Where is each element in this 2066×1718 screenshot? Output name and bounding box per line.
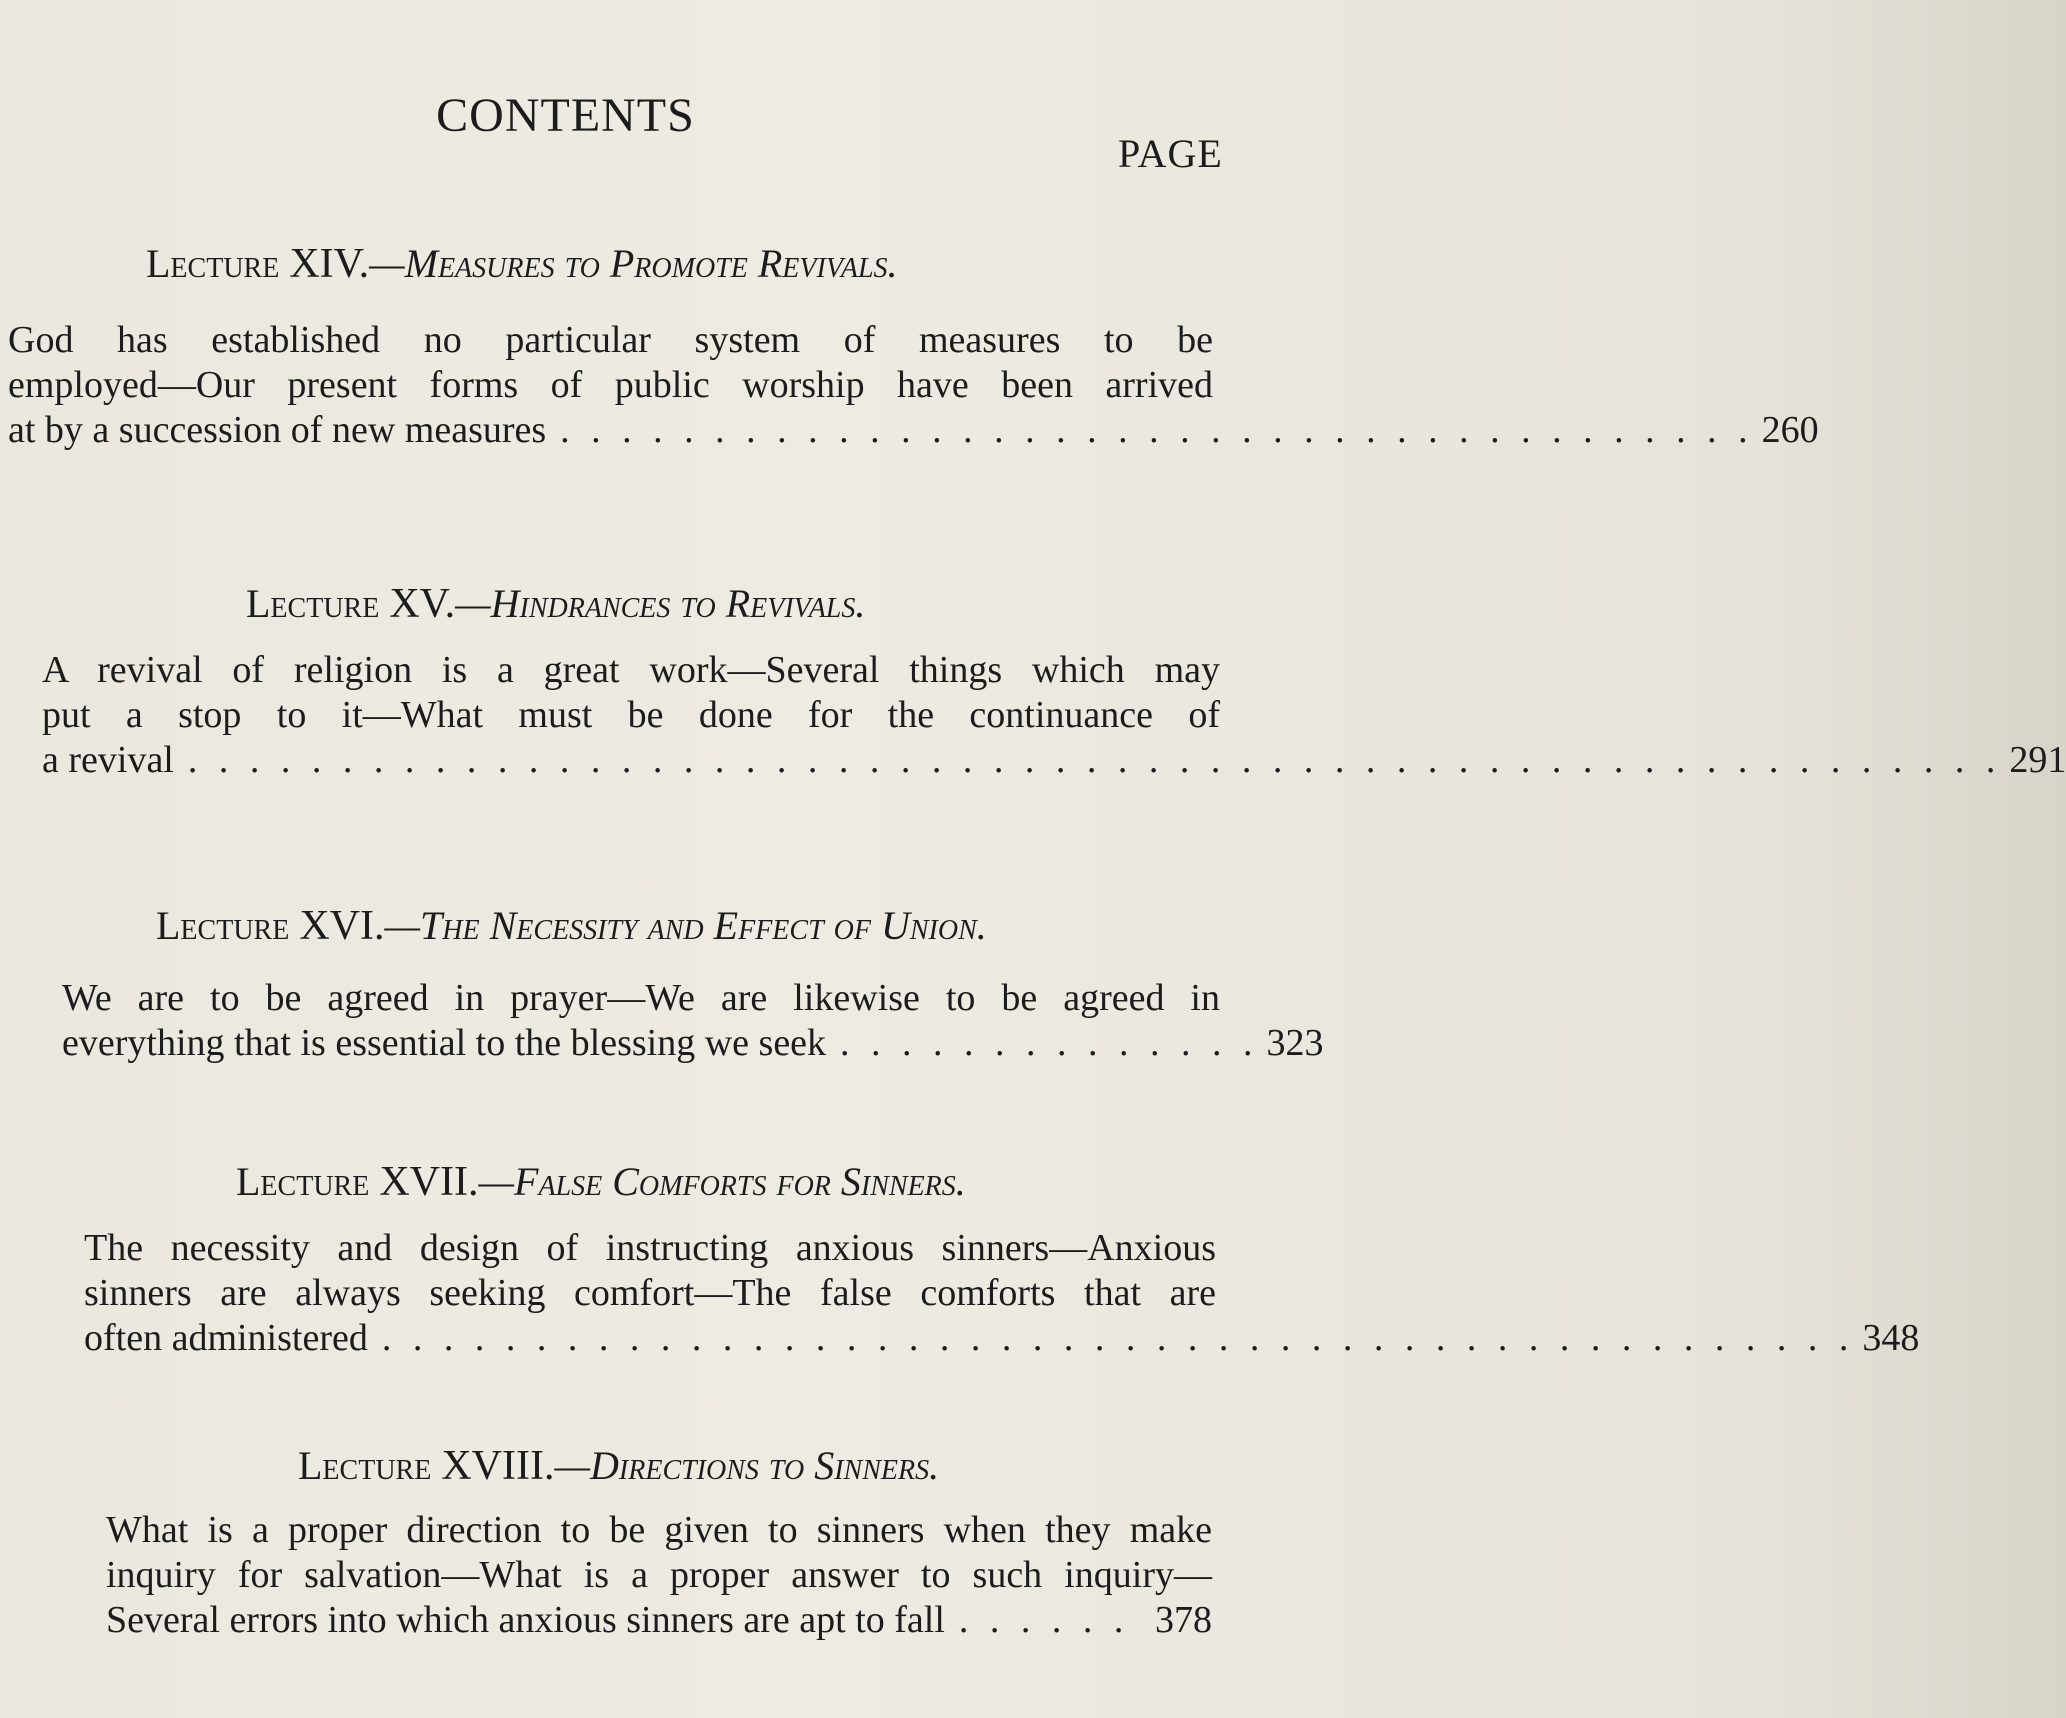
summary-line: inquiry for salvation—What is a proper answer to such inquiry— [106,1554,1212,1596]
page-number: 348 [1862,1317,1920,1359]
page-number: 378 [1155,1599,1212,1641]
page-number: 323 [1266,1022,1324,1064]
summary-last-line [62,1021,1324,1066]
lecture-label: Lecture [156,903,290,948]
lecture-label: Lecture [246,581,380,626]
lecture-summary [8,318,1819,453]
leader-dots: . . . . . . . . . . . . . . [840,1022,1259,1064]
lecture-title: —False Comforts for Sinners. [478,1159,966,1204]
summary-line: A revival of religion is a great work—Several things which may [42,649,1220,691]
leader-dots: . . . . . . . . . . . . . . . . . . . . . . . . . . . . . . . . . . . . . . . [560,409,1754,451]
summary-line: a revival [42,739,174,781]
summary-last-line [106,1598,1212,1643]
page-column-label: PAGE [1118,131,1223,176]
summary-last-line [8,408,1819,453]
lecture-title: —Measures to Promote Revivals. [369,241,898,286]
lecture-summary [42,648,2066,783]
summary-last-line [42,738,2066,783]
leader-dots: . . . . . . [958,1599,1130,1641]
lecture-heading [236,1158,966,1206]
lecture-numeral: XVI. [299,903,385,949]
lecture-numeral: XVIII. [441,1443,555,1489]
summary-line: sinners are always seeking comfort—The false comforts that are [84,1272,1216,1314]
summary-line: employed—Our present forms of public worship have been arrived [8,364,1213,406]
lecture-heading [298,1442,939,1490]
page-title: CONTENTS [436,89,695,142]
lecture-label: Lecture [146,241,280,286]
lecture-heading [156,902,987,950]
summary-line: at by a succession of new measures [8,409,547,451]
summary-line: Several errors into which anxious sinners are apt to fall [106,1599,945,1641]
lecture-title: —Hindrances to Revivals. [455,581,866,626]
summary-last-line [84,1316,1920,1361]
summary-line: We are to be agreed in prayer—We are likewise to be agreed in [62,977,1220,1019]
summary-line: put a stop to it—What must be done for the continuance of [42,694,1220,736]
lecture-heading [146,240,898,288]
lecture-summary [84,1226,1920,1361]
lecture-title: —The Necessity and Effect of Union. [384,903,987,948]
lecture-summary [106,1508,1212,1643]
summary-line: God has established no particular system of measures to be [8,319,1213,361]
summary-line: What is a proper direction to be given to sinners when they make [106,1509,1212,1551]
leader-dots: . . . . . . . . . . . . . . . . . . . . . . . . . . . . . . . . . . . . . . . . . . . . . . . . . . . . . . . . . . . [187,739,2002,781]
lecture-title: —Directions to Sinners. [554,1443,940,1488]
lecture-numeral: XV. [389,581,456,627]
lecture-numeral: XVII. [379,1159,479,1205]
lecture-numeral: XIV. [289,241,370,287]
lecture-summary [62,976,1324,1066]
summary-line: everything that is essential to the blessing we seek [62,1022,827,1064]
page-number: 291 [2009,739,2066,781]
leader-dots: . . . . . . . . . . . . . . . . . . . . . . . . . . . . . . . . . . . . . . . . . . . . . . . . [381,1317,1855,1359]
summary-line: The necessity and design of instructing anxious sinners—Anxious [84,1227,1216,1269]
lecture-heading [246,580,865,628]
lecture-label: Lecture [298,1443,432,1488]
summary-line: often administered [84,1317,368,1359]
lecture-label: Lecture [236,1159,370,1204]
page-number: 260 [1761,409,1819,451]
